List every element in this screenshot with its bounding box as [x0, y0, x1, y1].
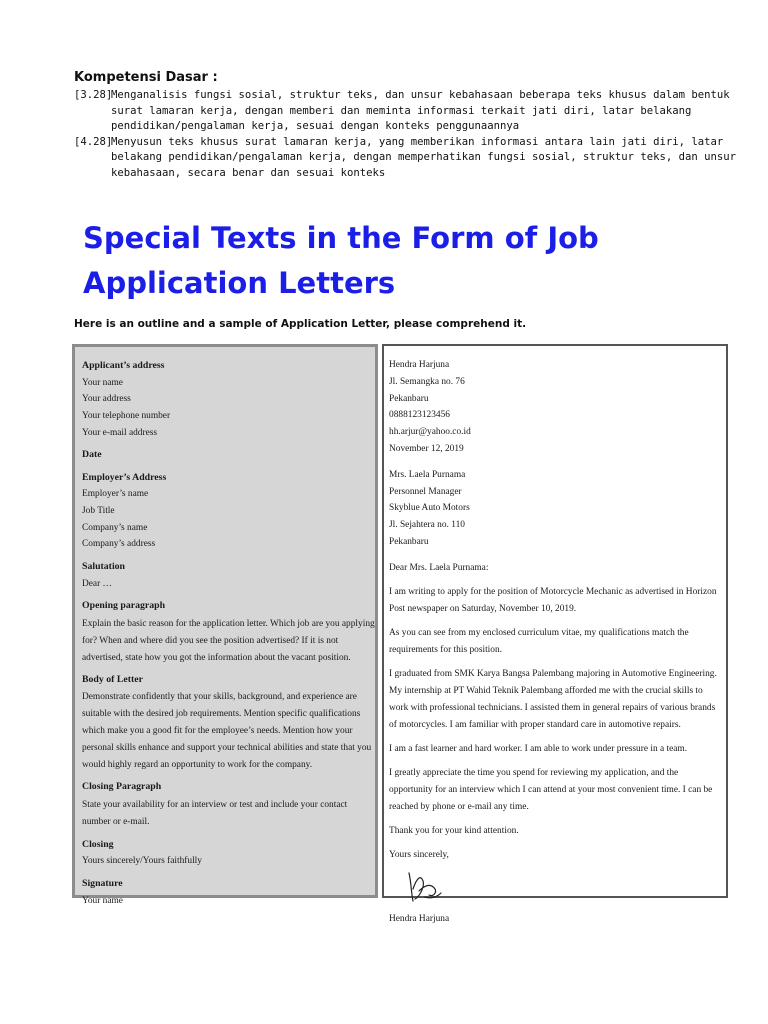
recipient-line: Skyblue Auto Motors: [389, 503, 470, 514]
letter-outline-panel: [72, 344, 378, 906]
sender-line: Hendra Harjuna: [389, 360, 450, 370]
outline-line: Your telephone number: [82, 410, 171, 421]
intro-text: Here is an outline and a sample of Application Letter, please comprehend it.: [74, 318, 527, 330]
outline-paragraph: Demonstrate confidently that your skills, background, and experience are suitable with the desired job requirements. Mention specific qualifications which make you a good fit for the employee’s needs. Mention how your personal skills enhance and support your technical abilities and state that you would highly regard an opportunity to work for the company.: [82, 692, 372, 771]
outline-heading: Signature: [82, 878, 123, 890]
outline-line: Your name: [82, 377, 123, 388]
kompetensi-code: [4.28]: [74, 135, 113, 148]
outline-line: Job Title: [82, 506, 115, 517]
outline-heading: Date: [82, 449, 102, 461]
outline-line: Your address: [82, 394, 131, 405]
outline-heading: Opening paragraph: [82, 600, 166, 612]
letter-paragraph: Thank you for your kind attention.: [389, 825, 519, 836]
letter-date: November 12, 2019: [389, 443, 464, 454]
outline-heading: Closing Paragraph: [82, 781, 162, 793]
outline-line: Your name: [82, 895, 123, 906]
sender-line: hh.arjur@yahoo.co.id: [389, 427, 471, 438]
outline-line: Company’s name: [82, 522, 148, 533]
letter-paragraph: I greatly appreciate the time you spend for reviewing my application, and the opportunity for an interview which I can attend at your most convenient time. I can be reached by phone or e-mail any time.: [389, 767, 713, 812]
outline-heading: Body of Letter: [82, 673, 143, 685]
sender-line: 0888123123456: [389, 410, 450, 421]
letter-closing: Yours sincerely,: [389, 849, 449, 860]
kompetensi-text: Menganalisis fungsi sosial, struktur teks, dan unsur kebahasaan beberapa teks khusus dalam bentuk surat lamaran kerja, dengan memberi dan meminta informasi terkait jati diri, latar belakang pendidikan/pengalaman kerja, sesuai dengan konteks penggunaannya: [111, 89, 730, 132]
kompetensi-code: [3.28]: [74, 89, 113, 101]
outline-heading: Closing: [82, 838, 114, 850]
kompetensi-text: Menyusun teks khusus surat lamaran kerja, yang memberikan informasi antara lain jati diri, latar belakang pendidikan/pengalaman kerja, dengan memperhatikan fungsi sosial, struktur teks, dan unsur kebahasaan, secara benar dan sesuai konteks: [111, 135, 737, 179]
page-title: Special Texts in the Form of Job Application Letters: [83, 221, 599, 300]
recipient-line: Personnel Manager: [389, 486, 462, 497]
letter-paragraph: I am a fast learner and hard worker. I am able to work under pressure in a team.: [389, 743, 688, 754]
outline-line: Company’s address: [82, 539, 156, 550]
outline-heading: Applicant’s address: [82, 360, 165, 371]
sender-line: Jl. Semangka no. 76: [389, 376, 465, 387]
handwritten-signature: [401, 867, 445, 905]
outline-line: Yours sincerely/Yours faithfully: [82, 856, 202, 867]
letter-paragraph: I graduated from SMK Karya Bangsa Palembang majoring in Automotive Engineering. My internship at PT Wahid Teknik Palembang afforded me with the crucial skills to work with professional technicians. I assisted them in general repairs of various brands of motorcycles. I am familiar with proper standard care in automotive repairs.: [389, 668, 717, 730]
letter-paragraph: As you can see from my enclosed curriculum vitae, my qualifications match the requirements for this position.: [389, 627, 689, 655]
outline-heading: Salutation: [82, 561, 126, 573]
recipient-line: Mrs. Laela Purnama: [389, 469, 466, 480]
recipient-line: Pekanbaru: [389, 536, 429, 547]
kompetensi-title: Kompetensi Dasar :: [74, 70, 218, 85]
outline-line: Your e-mail address: [82, 427, 158, 438]
kompetensi-item: [74, 88, 744, 135]
outline-line: Dear …: [82, 578, 112, 589]
kompetensi-list: [74, 88, 744, 181]
kompetensi-item: [74, 135, 744, 182]
signature-name: Hendra Harjuna: [389, 914, 450, 925]
outline-paragraph: Explain the basic reason for the application letter. Which job are you applying for? When and where did you see the position advertised? If it is not advertised, state how you got the information about the vacant position.: [82, 618, 375, 663]
letter-salutation: Dear Mrs. Laela Purnama:: [389, 562, 489, 573]
sample-letter-panel: [382, 344, 728, 925]
letter-paragraph: I am writing to apply for the position of Motorcycle Mechanic as advertised in Horizon Post newspaper on Saturday, November 10, 2019.: [389, 586, 717, 614]
outline-line: Employer’s name: [82, 489, 149, 500]
recipient-line: Jl. Sejahtera no. 110: [389, 520, 465, 531]
sender-line: Pekanbaru: [389, 393, 429, 404]
outline-paragraph: State your availability for an interview or test and include your contact number or e-mail.: [82, 799, 348, 827]
outline-heading: Employer’s Address: [82, 471, 167, 483]
